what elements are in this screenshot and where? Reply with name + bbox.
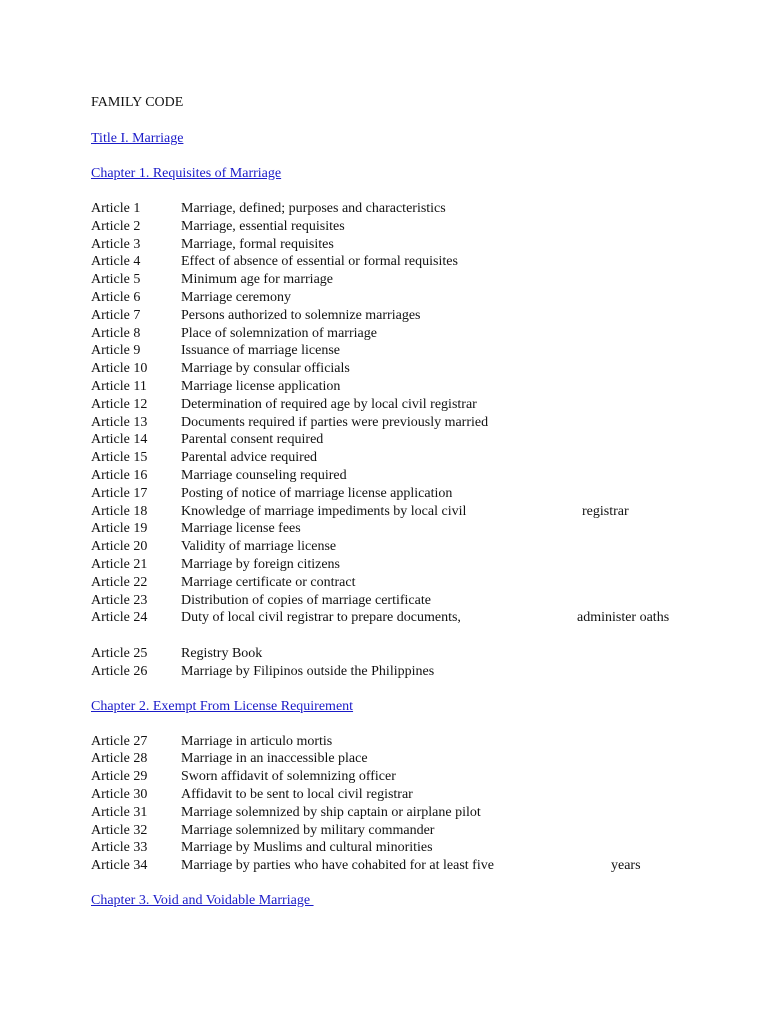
article-description: Marriage in an inaccessible place: [181, 751, 368, 767]
article-number: Article 20: [91, 539, 148, 555]
article-row: [91, 804, 731, 822]
article-description: Marriage counseling required: [181, 467, 347, 483]
article-description: Marriage by parties who have cohabited for at least five: [181, 858, 494, 874]
article-row: [91, 396, 731, 414]
article-description: Marriage license application: [181, 378, 341, 394]
article-row: [91, 839, 731, 857]
article-row: [91, 663, 731, 681]
article-row: [91, 218, 731, 236]
article-description: Marriage by Muslims and cultural minorities: [181, 840, 433, 856]
article-row: [91, 414, 731, 432]
article-number: Article 34: [91, 858, 148, 874]
chapter-2-link[interactable]: Chapter 2. Exempt From License Requirement: [91, 698, 354, 714]
article-row: [91, 822, 731, 840]
article-row: [91, 236, 731, 254]
article-number: Article 32: [91, 822, 148, 838]
article-description: Validity of marriage license: [181, 539, 337, 555]
article-number: Article 19: [91, 521, 148, 537]
article-row: [91, 467, 731, 485]
article-row: [91, 378, 731, 396]
article-description: Marriage by consular officials: [181, 361, 350, 377]
article-description: Parental consent required: [181, 432, 324, 448]
article-description-continuation: administer oaths: [577, 610, 670, 626]
article-number: Article 7: [91, 307, 141, 323]
article-row: [91, 200, 731, 218]
article-description-continuation: registrar: [582, 503, 629, 519]
article-description: Marriage, essential requisites: [181, 218, 345, 234]
article-description: Affidavit to be sent to local civil registrar: [181, 786, 413, 802]
article-description: Marriage by Filipinos outside the Philippines: [181, 663, 435, 679]
article-description: Marriage in articulo mortis: [181, 733, 333, 749]
article-number: Article 5: [91, 272, 141, 288]
article-number: Article 9: [91, 343, 141, 359]
article-row: [91, 271, 731, 289]
article-number: Article 30: [91, 786, 148, 802]
article-row: [91, 645, 731, 663]
chapter-2-section: [91, 698, 731, 716]
article-number: Article 4: [91, 254, 141, 270]
article-number: Article 10: [91, 361, 148, 377]
article-number: Article 25: [91, 645, 148, 661]
article-number: Article 33: [91, 840, 148, 856]
article-description: Marriage by foreign citizens: [181, 556, 340, 572]
article-description: Registry Book: [181, 645, 263, 661]
article-row: [91, 592, 731, 610]
article-description: Marriage license fees: [181, 521, 301, 537]
article-description: Minimum age for marriage: [181, 272, 334, 288]
article-number: Article 22: [91, 574, 148, 590]
article-description: Marriage solemnized by military commander: [181, 822, 435, 838]
article-row: [91, 768, 731, 786]
article-description: Issuance of marriage license: [181, 343, 340, 359]
article-row: [91, 253, 731, 271]
article-description: Documents required if parties were previously married: [181, 414, 489, 430]
article-row: [91, 503, 731, 521]
document-page: [91, 94, 731, 910]
article-number: Article 24: [91, 610, 148, 626]
article-number: Article 23: [91, 592, 148, 608]
article-row: [91, 786, 731, 804]
article-description: Distribution of copies of marriage certificate: [181, 592, 431, 608]
title-i-link[interactable]: Title I. Marriage: [91, 131, 184, 146]
article-number: Article 12: [91, 396, 148, 412]
article-number: Article 28: [91, 751, 148, 767]
article-number: Article 15: [91, 450, 148, 466]
article-description: Marriage, defined; purposes and characteristics: [181, 201, 446, 216]
article-number: Article 26: [91, 663, 148, 679]
chapter-1-article-list: [91, 200, 731, 681]
article-description: Sworn affidavit of solemnizing officer: [181, 769, 396, 785]
document-title: FAMILY CODE: [91, 95, 184, 110]
chapter-1-link[interactable]: Chapter 1. Requisites of Marriage: [91, 166, 282, 181]
article-row: [91, 431, 731, 449]
article-row: [91, 307, 731, 325]
article-number: Article 8: [91, 325, 141, 341]
article-number: Article 1: [91, 201, 141, 216]
article-row: [91, 325, 731, 343]
article-number: Article 21: [91, 556, 148, 572]
article-row: [91, 289, 731, 307]
article-number: Article 17: [91, 485, 148, 501]
article-description: Determination of required age by local civil registrar: [181, 396, 477, 412]
article-row: [91, 520, 731, 538]
article-row: [91, 538, 731, 556]
chapter-2-article-list: [91, 733, 731, 875]
article-number: Article 16: [91, 467, 148, 483]
article-row: [91, 485, 731, 503]
article-number: Article 27: [91, 733, 148, 749]
article-row: [91, 449, 731, 467]
chapter-3-section: [91, 892, 731, 910]
article-row: [91, 342, 731, 360]
article-number: Article 29: [91, 769, 148, 785]
article-description: Parental advice required: [181, 450, 318, 466]
article-number: Article 18: [91, 503, 148, 519]
blank-line: [91, 627, 731, 645]
article-number: Article 13: [91, 414, 148, 430]
article-number: Article 14: [91, 432, 148, 448]
article-description: Knowledge of marriage impediments by local civil: [181, 503, 467, 519]
article-row: [91, 360, 731, 378]
article-description: Marriage, formal requisites: [181, 236, 334, 252]
article-row: [91, 574, 731, 592]
article-description: Marriage solemnized by ship captain or airplane pilot: [181, 804, 481, 820]
article-number: Article 11: [91, 378, 147, 394]
article-description: Place of solemnization of marriage: [181, 325, 377, 341]
chapter-3-link[interactable]: Chapter 3. Void and Voidable Marriage: [91, 892, 314, 908]
article-row: [91, 750, 731, 768]
article-description: Marriage ceremony: [181, 289, 291, 305]
article-number: Article 2: [91, 218, 141, 234]
article-number: Article 31: [91, 804, 148, 820]
article-description: Effect of absence of essential or formal requisites: [181, 254, 458, 270]
chapter-1-section: [91, 165, 731, 183]
article-row: [91, 733, 731, 751]
article-description: Posting of notice of marriage license application: [181, 485, 453, 501]
article-description: Persons authorized to solemnize marriages: [181, 307, 421, 323]
article-row: [91, 609, 731, 627]
article-description-continuation: years: [611, 858, 641, 874]
article-description: Duty of local civil registrar to prepare documents,: [181, 610, 461, 626]
article-row: [91, 857, 731, 875]
article-row: [91, 556, 731, 574]
article-number: Article 6: [91, 289, 141, 305]
article-number: Article 3: [91, 236, 141, 252]
article-description: Marriage certificate or contract: [181, 574, 356, 590]
